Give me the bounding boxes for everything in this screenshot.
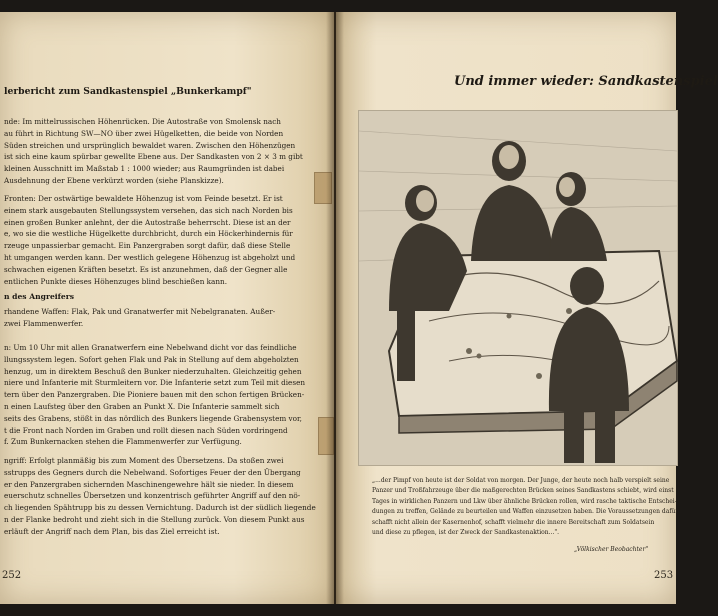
text-line: seits des Grabens, stößt in das nördlich des Bunkers liegende Grabensystem vor, <box>4 413 302 423</box>
sandtable-illustration <box>358 110 678 466</box>
paragraph-fronts <box>4 193 294 287</box>
text-line: n einen Laufsteg über den Graben an Punkt X. Die Infanterie sammelt sich <box>4 401 280 411</box>
caption-line: „...der Pimpf von heute ist der Soldat von morgen. Der Junge, der heute noch halb verspielt seine <box>372 477 670 484</box>
text-line: ist sich eine kaum spürbar gewellte Ebene aus. Der Sandkasten von 2 × 3 m gibt <box>4 152 303 162</box>
text-line: er den Panzergraben sichernden Maschinengewehre hält sie nieder. In diesem <box>4 479 294 489</box>
text-line: niere und Infanterie mit Sturmleitern vor. Die Infanterie setzt zum Teil mit diesen <box>4 378 306 388</box>
text-line: rzeuge unpassierbar gemacht. Ein Panzergraben sorgt dafür, daß diese Stelle <box>4 241 291 251</box>
text-line: henzug, um in direktem Beschuß den Bunker niederzuhalten. Gleichzeitig gehen <box>4 366 302 376</box>
illustration-drawing <box>359 111 677 465</box>
paragraph-attack <box>4 455 316 538</box>
right-page-heading: Und immer wieder: Sandkastenspiel <box>454 74 718 89</box>
left-page-heading: lerbericht zum Sandkastenspiel „Bunkerkampf" <box>4 86 252 97</box>
text-line: e, wo sie die westliche Hügelkette durchbricht, durch ein Höckerhindernis für <box>4 229 293 239</box>
caption-line: Panzer und Troßfahrzeuge über die maßgerechten Brücken seines Sandkastens schiebt, wird einst <box>372 487 674 495</box>
text-line: einen großen Bunker anlehnt, der die Autostraße beherrscht. Diese ist an der <box>4 217 291 227</box>
text-line: Süden streichen und ursprünglich bewaldet waren. Zwischen den Höhenzügen <box>4 140 296 150</box>
text-line: rhandene Waffen: Flak, Pak und Granatwerfer mit Nebelgranaten. Außer- <box>4 307 276 316</box>
text-line: Fronten: Der ostwärtige bewaldete Höhenzug ist vom Feinde besetzt. Er ist <box>4 194 283 203</box>
page-number-right: 253 <box>654 570 674 581</box>
text-line: sstrupps des Gegners durch die Nebelwand. Sofortiges Feuer der den Übergang <box>4 467 301 477</box>
left-page <box>0 12 334 604</box>
text-line: llungssystem legen. Sofort gehen Flak und Pak in Stellung auf dem abgeholzten <box>4 354 299 364</box>
text-line: n der Flanke bedroht und zieht sich in die Stellung zurück. Von diesem Punkt aus <box>4 514 305 524</box>
text-line: ht umgangen werden kann. Der westlich gelegene Höhenzug ist abgeholzt und <box>4 252 296 262</box>
caption-source: „Völkischer Beobachter" <box>574 546 649 553</box>
text-line: zwei Flammenwerfer. <box>4 318 84 328</box>
text-line: nde: Im mittelrussischen Höhenrücken. Die Autostraße von Smolensk nach <box>4 117 281 126</box>
paragraph-plan <box>4 342 306 448</box>
caption-line: Tages in wirklichen Panzern und Lkw über ähnliche Brücken rollen, wird rasche taktische Entschei- <box>372 497 677 505</box>
right-page <box>336 12 718 604</box>
section-title-attacker: n des Angreifers <box>4 292 75 301</box>
text-line: schwachen eigenen Kräften besetzt. Es ist anzunehmen, daß der Gegner alle <box>4 264 288 274</box>
book-gutter <box>326 12 344 604</box>
text-line: tern über den Panzergraben. Die Pioniere bauen mit den schon fertigen Brücken- <box>4 390 305 400</box>
text-line: einem stark ausgebauten Stellungssystem versehen, das sich nach Norden bis <box>4 205 293 215</box>
text-line: n: Um 10 Uhr mit allen Granatwerfern eine Nebelwand dicht vor das feindliche <box>4 343 297 352</box>
text-line: Ausdehnung der Ebene verkürzt worden (siehe Planskizze). <box>4 175 224 185</box>
text-line: entlichen Punkte dieses Höhenzuges blind beschießen kann. <box>4 276 228 286</box>
text-line: f. Zum Bunkernacken stehen die Flammenwerfer zur Verfügung. <box>4 437 242 447</box>
illustration-caption <box>372 476 679 538</box>
paragraph-weapons <box>4 306 294 330</box>
text-line: euerschutz schnelles Übersetzen und konzentrisch geführter Angriff auf den nö- <box>4 491 301 501</box>
text-line: ch liegenden Spähtrupp bis zu dessen Vernichtung. Dadurch ist der südlich liegende <box>4 503 316 513</box>
text-line: kleinen Ausschnitt im Maßstab 1 : 1000 wieder; aus Raumgründen ist dabei <box>4 164 285 174</box>
text-line: t die Front nach Norden im Graben und rollt diesen nach Süden vordringend <box>4 425 288 435</box>
text-line: erläuft der Angriff nach dem Plan, bis das Ziel erreicht ist. <box>4 526 220 536</box>
text-line: ngriff: Erfolgt planmäßig bis zum Moment des Übersetzens. Da stoßen zwei <box>4 456 284 465</box>
paragraph-terrain <box>4 116 303 187</box>
text-line: au führt in Richtung SW—NO über zwei Hügelketten, die beide von Norden <box>4 128 284 138</box>
caption-line: dungen zu treffen, Gelände zu beurteilen und Waffen einzusetzen haben. Die Voraussetzungen dafür <box>372 508 679 516</box>
caption-line: und diese zu pflegen, ist der Zweck der Sandkastenaktion...". <box>372 529 560 537</box>
caption-line: schafft nicht allein der Kasernenhof, schafft vielmehr die innere Bereitschaft zum Soldatsein <box>372 518 655 526</box>
page-number-left: 252 <box>2 570 22 581</box>
